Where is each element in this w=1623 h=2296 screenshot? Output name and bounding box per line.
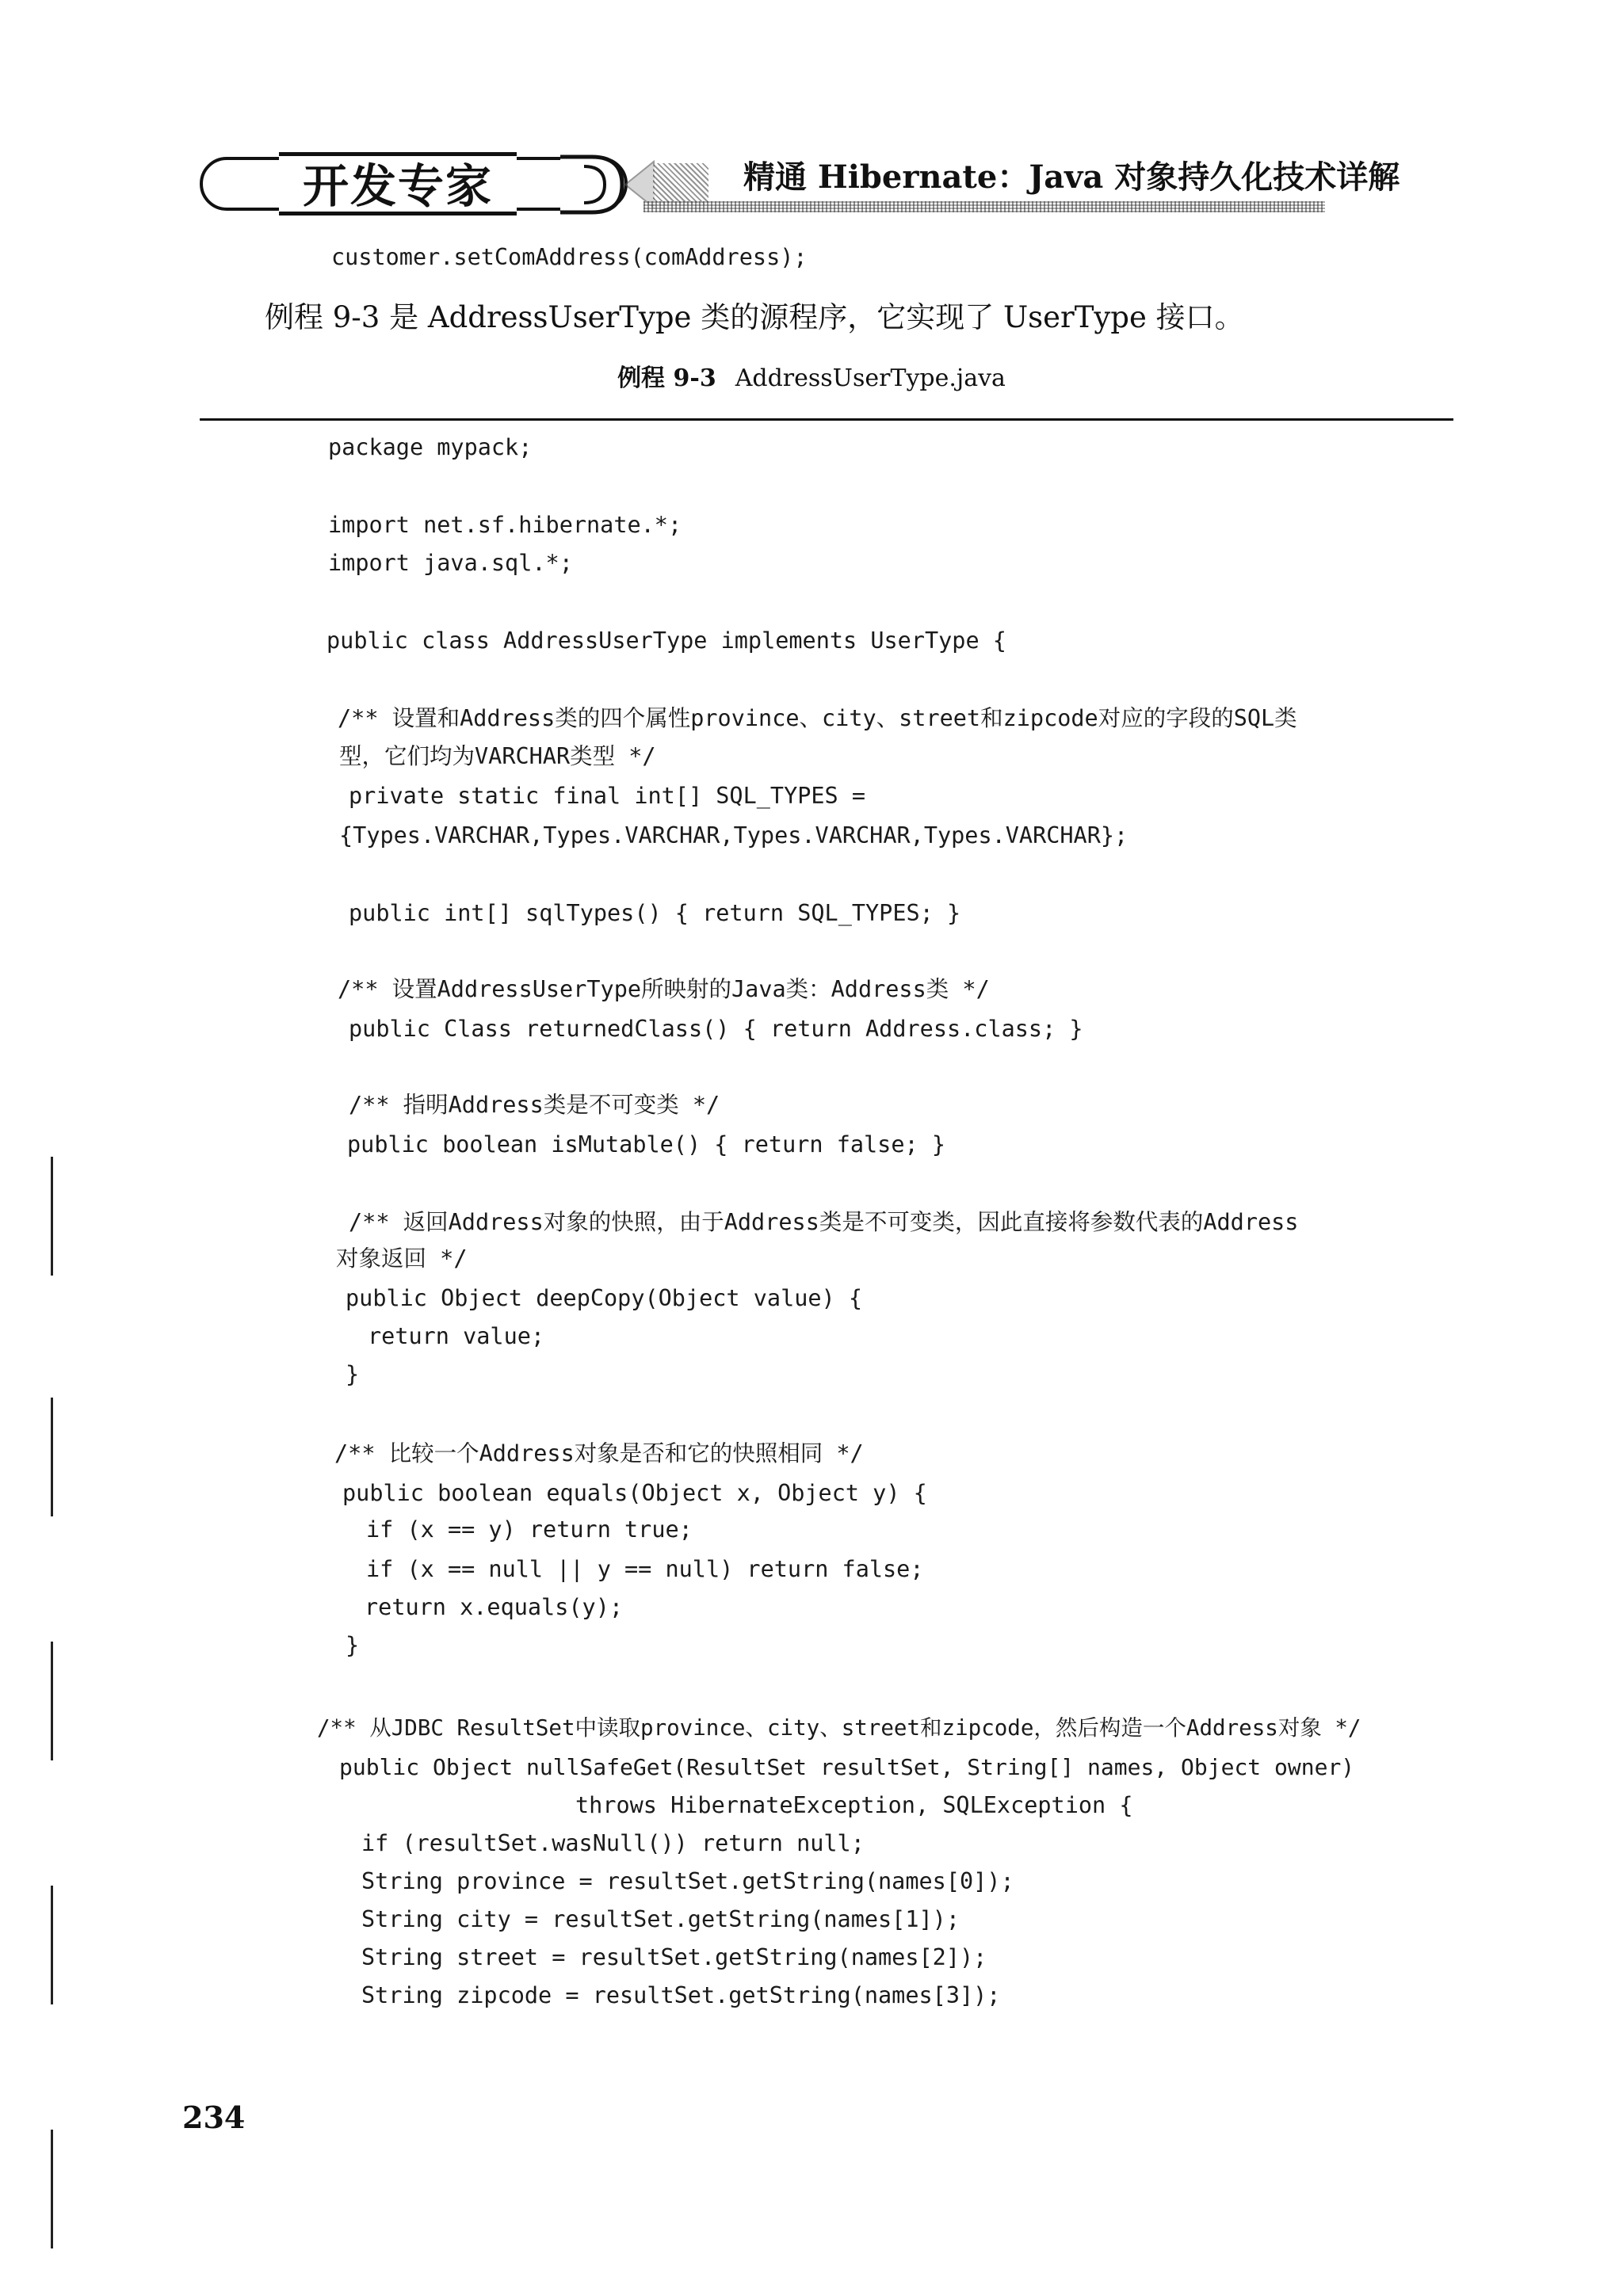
code-line: public int[] sqlTypes() { return SQL_TYPES; } [349, 900, 961, 926]
code-line: public Class returnedClass() { return Address.class; } [349, 1016, 1083, 1042]
brand-logo [279, 152, 517, 215]
scan-margin-mark [51, 2130, 53, 2248]
brand-text: 开发专家 [302, 159, 493, 213]
code-line: } [346, 1632, 360, 1658]
code-line: if (resultSet.wasNull()) return null; [361, 1830, 865, 1856]
caption-label: 例程 9-3 [617, 364, 716, 392]
caption-rule [200, 418, 1453, 421]
code-line: String zipcode = resultSet.getString(names[3]); [361, 1982, 1001, 2008]
code-comment: /** 比较一个Address对象是否和它的快照相同 */ [334, 1440, 864, 1466]
scan-margin-mark [51, 1886, 53, 2004]
code-line: import java.sql.*; [328, 550, 573, 576]
code-comment: 对象返回 */ [336, 1245, 468, 1272]
caption-filename: AddressUserType.java [735, 364, 1006, 392]
scan-margin-mark [51, 1157, 53, 1276]
code-line: if (x == null || y == null) return false; [366, 1556, 924, 1582]
code-line: String city = resultSet.getString(names[1]); [361, 1906, 960, 1932]
code-line: if (x == y) return true; [366, 1516, 693, 1543]
intro-paragraph: 例程 9-3 是 AddressUserType 类的源程序，它实现了 UserType 接口。 [265, 300, 1244, 334]
code-line: return value; [368, 1323, 545, 1349]
scan-margin-mark [51, 1398, 53, 1516]
book-title: 精通 Hibernate：Java 对象持久化技术详解 [743, 158, 1400, 196]
code-comment: /** 设置和Address类的四个属性province、city、street和zipcode对应的字段的SQL类 [338, 705, 1297, 731]
code-comment: 型，它们均为VARCHAR类型 */ [339, 743, 656, 769]
code-line: } [346, 1361, 360, 1387]
code-line: public Object deepCopy(Object value) { [346, 1285, 863, 1311]
code-line: package mypack; [328, 434, 533, 460]
code-line: private static final int[] SQL_TYPES = [349, 783, 866, 809]
page-header [200, 152, 1400, 223]
code-comment: /** 设置AddressUserType所映射的Java类：Address类 */ [338, 976, 990, 1002]
code-line: String street = resultSet.getString(names[2]); [361, 1944, 987, 1970]
scan-margin-mark [51, 1642, 53, 1760]
code-line: return x.equals(y); [365, 1594, 624, 1620]
intro-code-line: customer.setComAddress(comAddress); [331, 244, 808, 270]
code-line: String province = resultSet.getString(names[0]); [361, 1868, 1014, 1894]
brand-arrow-icon [560, 154, 655, 215]
code-line: import net.sf.hibernate.*; [328, 512, 682, 538]
code-comment: /** 返回Address对象的快照，由于Address类是不可变类，因此直接将参数代表的Address [349, 1209, 1299, 1235]
code-comment: /** 从JDBC ResultSet中读取province、city、street和zipcode，然后构造一个Address对象 */ [317, 1715, 1361, 1741]
listing-caption [0, 361, 1623, 396]
code-line: public boolean equals(Object x, Object y) { [342, 1480, 927, 1506]
code-line: public class AddressUserType implements UserType { [327, 627, 1006, 654]
code-line: public boolean isMutable() { return false; } [347, 1131, 945, 1158]
code-line: {Types.VARCHAR,Types.VARCHAR,Types.VARCHAR,Types.VARCHAR}; [339, 822, 1128, 849]
header-dither-blob [653, 163, 708, 204]
code-comment: /** 指明Address类是不可变类 */ [349, 1092, 720, 1118]
code-line: throws HibernateException, SQLException { [575, 1792, 1133, 1818]
code-line: public Object nullSafeGet(ResultSet resultSet, String[] names, Object owner) [339, 1754, 1355, 1780]
page-number: 234 [182, 2100, 246, 2135]
header-dither-bar [643, 201, 1325, 212]
